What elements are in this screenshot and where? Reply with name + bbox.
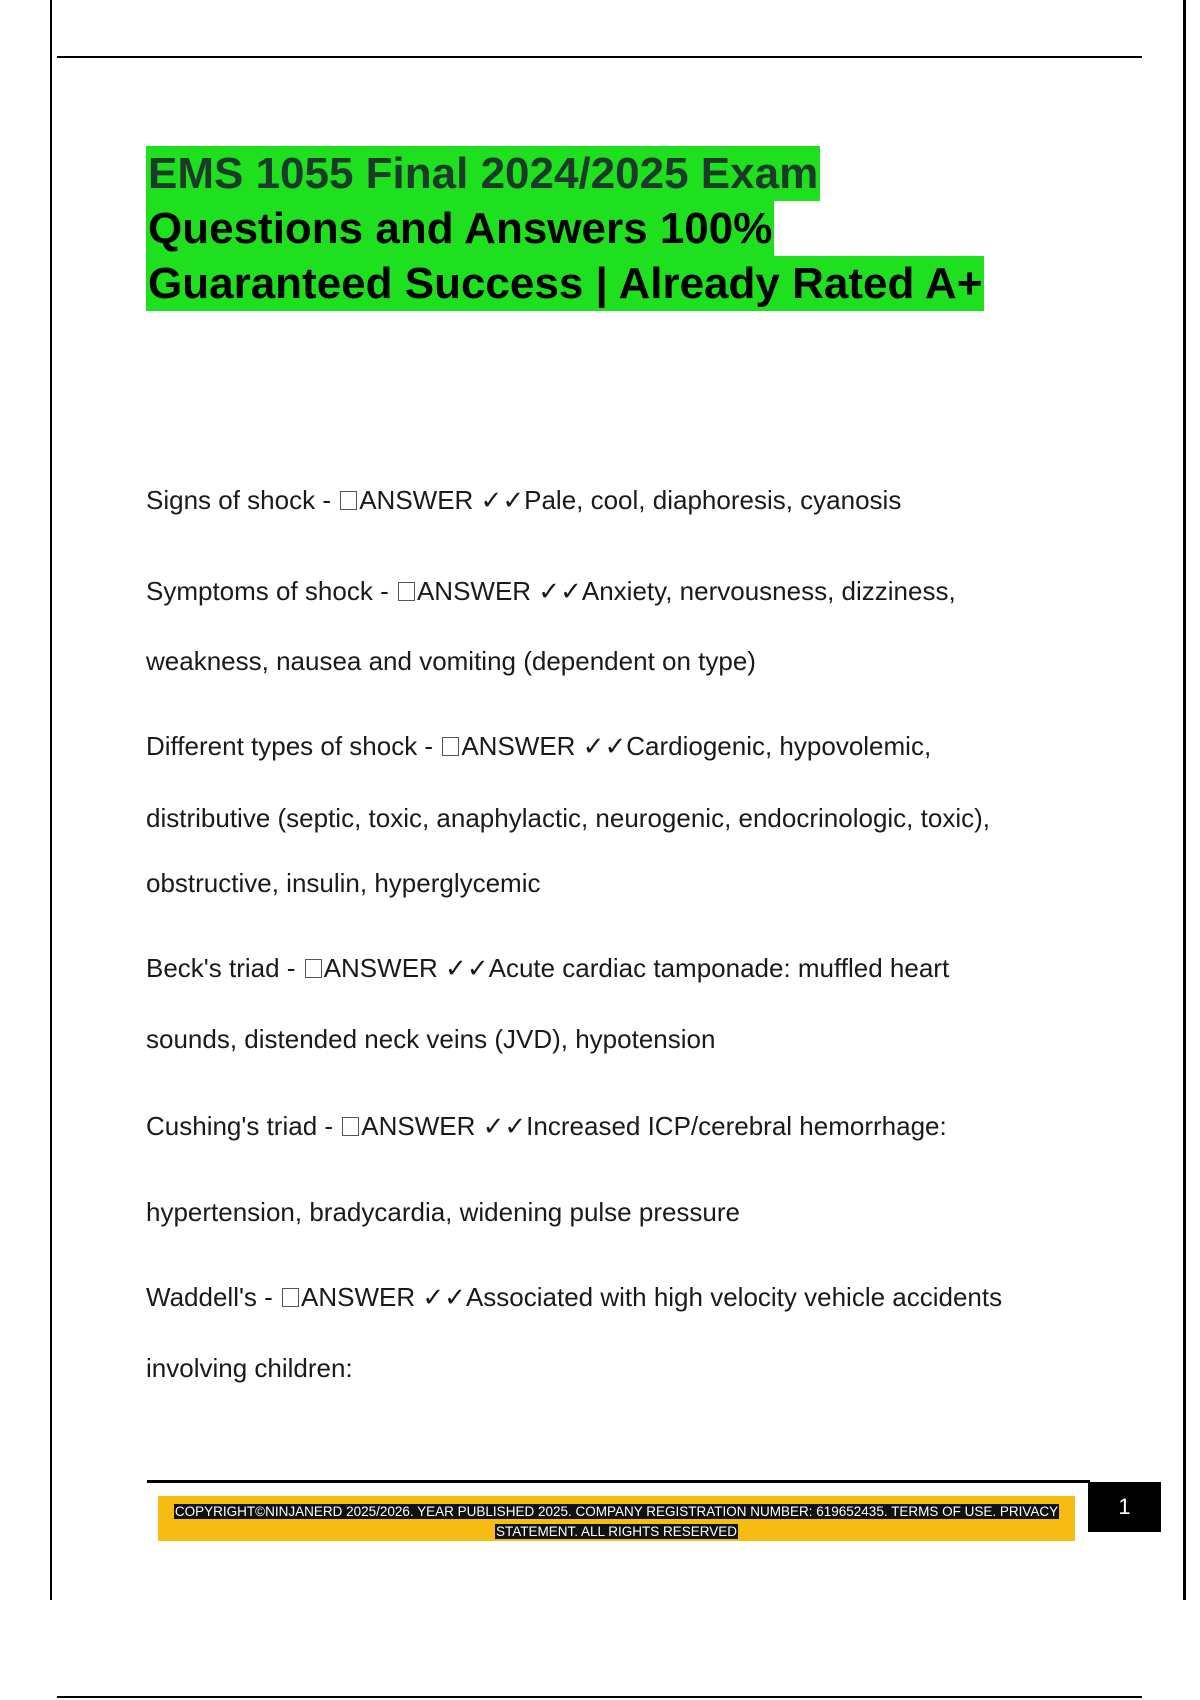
qa-line: Symptoms of shock - ANSWER ✓✓Anxiety, nervousness, dizziness, — [146, 576, 956, 606]
page-number: 1 — [1088, 1482, 1161, 1532]
top-rule — [57, 56, 1142, 58]
qa-line: weakness, nausea and vomiting (dependent on type) — [146, 646, 756, 676]
qa-line: Beck's triad - ANSWER ✓✓Acute cardiac tamponade: muffled heart — [146, 953, 950, 983]
qa-line: Cushing's triad - ANSWER ✓✓Increased ICP/cerebral hemorrhage: — [146, 1111, 947, 1141]
missing-glyph-box-icon — [342, 1117, 359, 1136]
qa-line: involving children: — [146, 1353, 353, 1383]
title-line-3: Guaranteed Success | Already Rated A+ — [146, 256, 984, 311]
missing-glyph-box-icon — [282, 1288, 299, 1307]
qa-line: Waddell's - ANSWER ✓✓Associated with high velocity vehicle accidents — [146, 1282, 1003, 1312]
missing-glyph-box-icon — [305, 959, 322, 978]
qa-line: sounds, distended neck veins (JVD), hypotension — [146, 1024, 716, 1054]
missing-glyph-box-icon — [398, 582, 415, 601]
title-line-2: Questions and Answers 100% — [146, 201, 774, 256]
qa-line: obstructive, insulin, hyperglycemic — [146, 868, 541, 898]
copyright-line-2: STATEMENT. ALL RIGHTS RESERVED — [495, 1524, 738, 1539]
document-title — [146, 146, 1106, 311]
qa-line: distributive (septic, toxic, anaphylactic, neurogenic, endocrinologic, toxic), — [146, 803, 990, 833]
title-line-1: EMS 1055 Final 2024/2025 Exam — [146, 146, 820, 201]
page-border-right — [1183, 0, 1186, 1600]
copyright-line-1: COPYRIGHT©NINJANERD 2025/2026. YEAR PUBLISHED 2025. COMPANY REGISTRATION NUMBER: 619652435. TERMS OF USE. PRIVACY — [174, 1504, 1059, 1519]
page-border-left — [50, 0, 52, 1600]
missing-glyph-box-icon — [340, 491, 357, 510]
qa-line: hypertension, bradycardia, widening pulse pressure — [146, 1197, 741, 1227]
qa-line: Signs of shock - ANSWER ✓✓Pale, cool, diaphoresis, cyanosis — [146, 485, 902, 515]
bottom-rule — [57, 1696, 1142, 1698]
copyright-footer — [158, 1502, 1075, 1542]
qa-line: Different types of shock - ANSWER ✓✓Cardiogenic, hypovolemic, — [146, 731, 932, 761]
footer-rule — [147, 1480, 1090, 1483]
missing-glyph-box-icon — [442, 737, 459, 756]
